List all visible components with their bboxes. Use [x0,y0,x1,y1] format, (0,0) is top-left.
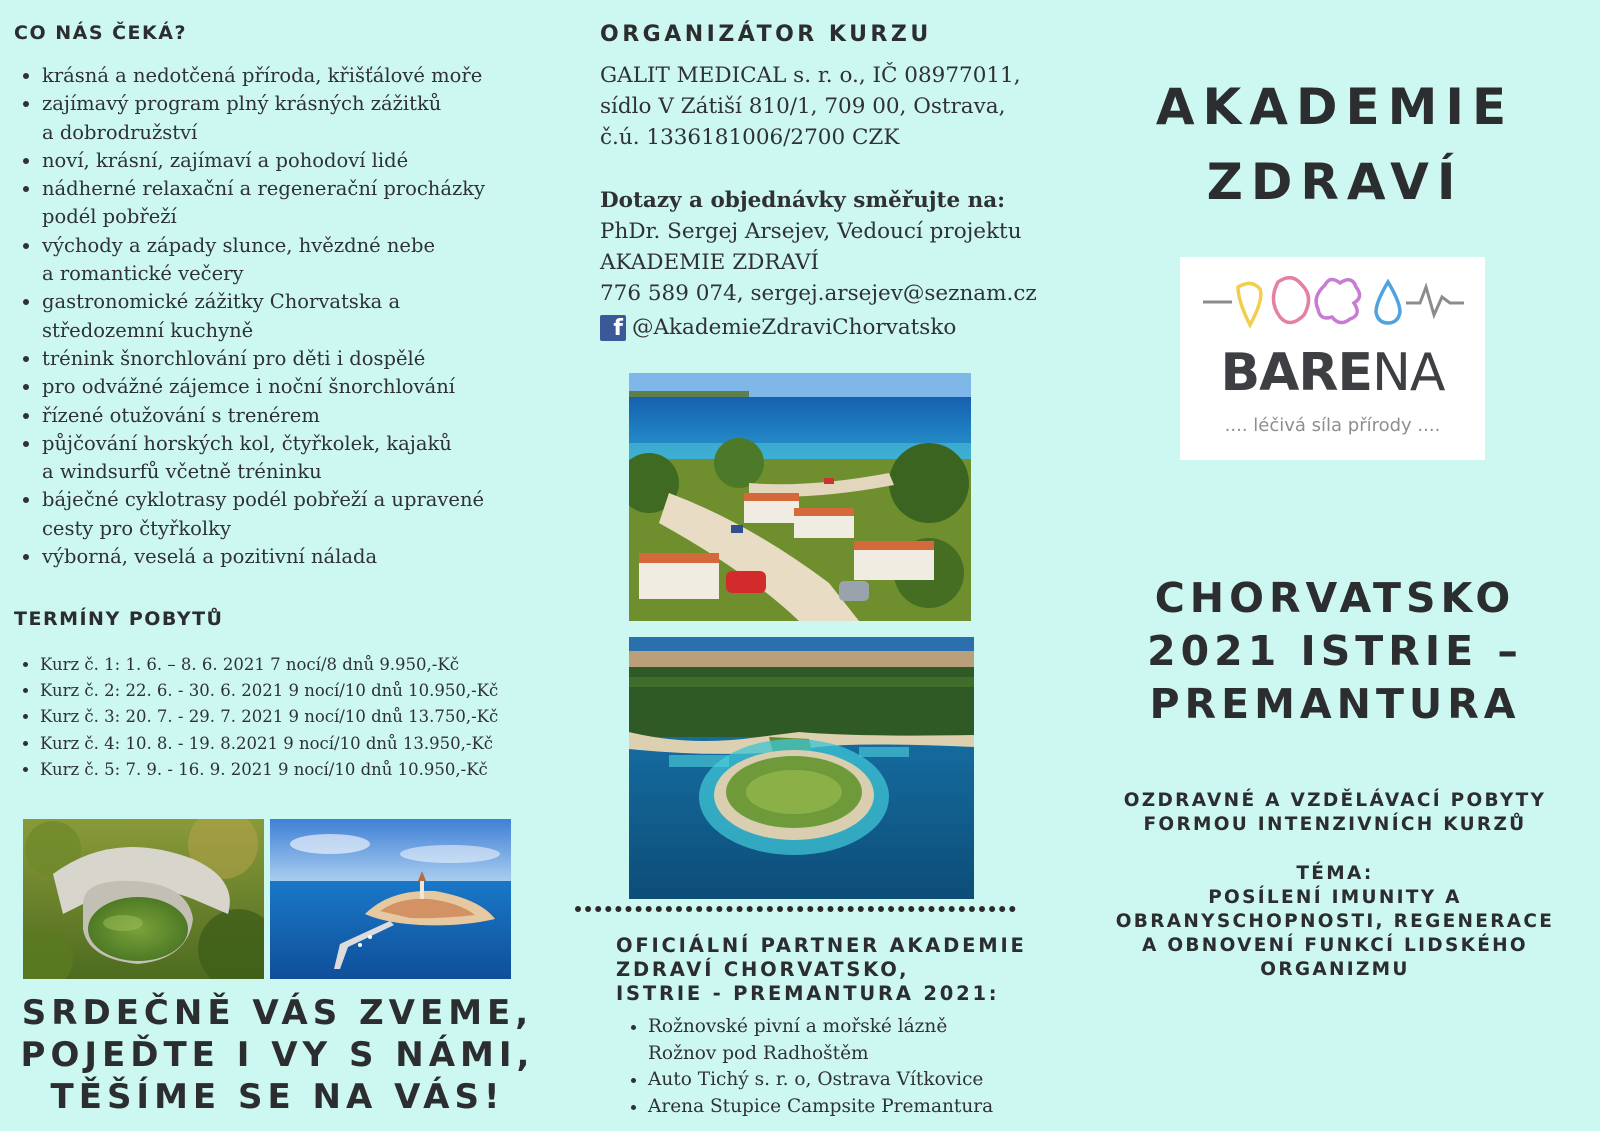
theme-text: TÉMA: POSÍLENÍ IMUNITY A OBRANYSCHOPNOSTI, REGENERACE A OBNOVENÍ FUNKCÍ LIDSKÉHO ORGANIZMU [1115,863,1555,980]
divider-dot [626,906,632,912]
organizer-heading: ORGANIZÁTOR KURZU [600,22,932,47]
stays-subtitle: OZDRAVNÉ A VZDĚLÁVACÍ POBYTY FORMOU INTENZIVNÍCH KURZŮ [1123,790,1547,835]
list-item: • zajímavý program plný krásných zážitků a dobrodružství [42,90,562,147]
facebook-link[interactable] [600,312,956,343]
divider-dot [595,906,601,912]
divider-dot [777,906,783,912]
facebook-handle: @AkademieZdraviChorvatsko [632,315,957,340]
page-title: AKADEMIE ZDRAVÍ [1155,78,1515,211]
list-item: • Auto Tichý s. r. o, Ostrava Vítkovice [648,1067,1068,1094]
divider-dot [696,906,702,912]
divider-dot [585,906,591,912]
divider-dot [868,906,874,912]
divider-dot [575,906,581,912]
term-item: • Kurz č. 5: 7. 9. - 16. 9. 2021 9 nocí/10 dnů 10.950,-Kč [40,757,580,783]
barena-logo-icons [1180,257,1485,347]
barena-logo [1180,257,1485,460]
divider-dot [888,906,894,912]
drop-icon [1238,283,1261,325]
divider-dot [858,906,864,912]
divider-dot [979,906,985,912]
divider-dot [999,906,1005,912]
term-item: • Kurz č. 3: 20. 7. - 29. 7. 2021 9 nocí/10 dnů 13.750,-Kč [40,704,580,730]
list-item: • půjčování horských kol, čtyřkolek, kajaků a windsurfů včetně tréninku [42,430,562,487]
water-drop-icon [1376,282,1400,323]
divider-dot [666,906,672,912]
coastal-town-photo [270,819,511,979]
divider-dot [676,906,682,912]
logo-tagline: .... léčivá síla přírody .... [1224,415,1441,436]
divider-dot [949,906,955,912]
invitation-text: SRDEČNĚ VÁS ZVEME, POJEĎTE I VY S NÁMI, TĚŠÍME SE NA VÁS! [20,993,535,1117]
list-item: • noví, krásní, zajímaví a pohodoví lidé [42,147,562,175]
terms-heading: TERMÍNY POBYTŮ [14,608,224,630]
peninsula-photo [629,637,974,899]
list-item: • výborná, veselá a pozitivní nálada [42,543,562,571]
divider-dot [727,906,733,912]
partner-heading: OFICIÁLNÍ PARTNER AKADEMIE ZDRAVÍ CHORVATSKO, ISTRIE - PREMANTURA 2021: [616,934,1027,1005]
facebook-icon: f [600,315,626,341]
divider-dot [898,906,904,912]
term-item: • Kurz č. 2: 22. 6. - 30. 6. 2021 9 nocí/10 dnů 10.950,-Kč [40,678,580,704]
divider-dot [908,906,914,912]
list-item: • báječné cyklotrasy podél pobřeží a upravené cesty pro čtyřkolky [42,486,562,543]
divider-dot [757,906,763,912]
benefits-heading: CO NÁS ČEKÁ? [14,22,187,44]
divider-dot [959,906,965,912]
divider-dot [989,906,995,912]
divider-dot [737,906,743,912]
logo-wordmark: BARENA [1220,343,1445,403]
divider-dot [918,906,924,912]
divider-dot [807,906,813,912]
cave-lagoon-photo [23,819,264,979]
divider-dot [706,906,712,912]
divider-dot [797,906,803,912]
divider-dot [969,906,975,912]
divider-dot [656,906,662,912]
contact-details: PhDr. Sergej Arsejev, Vedoucí projektu AKADEMIE ZDRAVÍ 776 589 074, sergej.arsejev@seznam.cz [600,219,1037,306]
list-item: • gastronomické zážitky Chorvatska a středozemní kuchyně [42,288,562,345]
list-item: • Rožnovské pivní a mořské lázně Rožnov pod Radhoštěm [648,1014,1068,1067]
partners-list [620,1014,1068,1120]
list-item: • trénink šnorchlování pro děti i dospělé [42,345,562,373]
term-item: • Kurz č. 1: 1. 6. – 8. 6. 2021 7 nocí/8 dnů 9.950,-Kč [40,652,580,678]
divider-dot [767,906,773,912]
divider-dot [636,906,642,912]
destination-title: CHORVATSKO 2021 ISTRIE – PREMANTURA [1147,574,1523,728]
terms-list [18,652,580,783]
list-item: • Arena Stupice Campsite Premantura [648,1094,1068,1121]
divider-dot [787,906,793,912]
divider-dot [848,906,854,912]
divider-dot [828,906,834,912]
divider-dot [1009,906,1015,912]
divider-dot [646,906,652,912]
divider-dot [716,906,722,912]
organizer-details: GALIT MEDICAL s. r. o., IČ 08977011, sídlo V Zátiší 810/1, 709 00, Ostrava, č.ú. 1336181006/2700 CZK [600,63,1021,150]
term-item: • Kurz č. 4: 10. 8. - 19. 8.2021 9 nocí/10 dnů 13.950,-Kč [40,731,580,757]
campsite-photo [629,373,971,621]
dotted-divider [574,905,1026,913]
divider-dot [939,906,945,912]
list-item: • řízené otužování s trenérem [42,402,562,430]
divider-dot [838,906,844,912]
divider-dot [747,906,753,912]
divider-dot [615,906,621,912]
list-item: • pro odvážné zájemce i noční šnorchlování [42,373,562,401]
list-item: • nádherné relaxační a regenerační procházky podél pobřeží [42,175,562,232]
benefits-list [18,62,562,571]
divider-dot [686,906,692,912]
list-item: • východy a západy slunce, hvězdné nebe a romantické večery [42,232,562,289]
divider-dot [605,906,611,912]
contact-heading: Dotazy a objednávky směřujte na: [600,188,1006,213]
divider-dot [878,906,884,912]
heartbeat-line-icon [1406,287,1464,315]
divider-dot [929,906,935,912]
divider-dot [817,906,823,912]
list-item: • krásná a nedotčená příroda, křišťálové moře [42,62,562,90]
heart-icon [1273,278,1308,323]
